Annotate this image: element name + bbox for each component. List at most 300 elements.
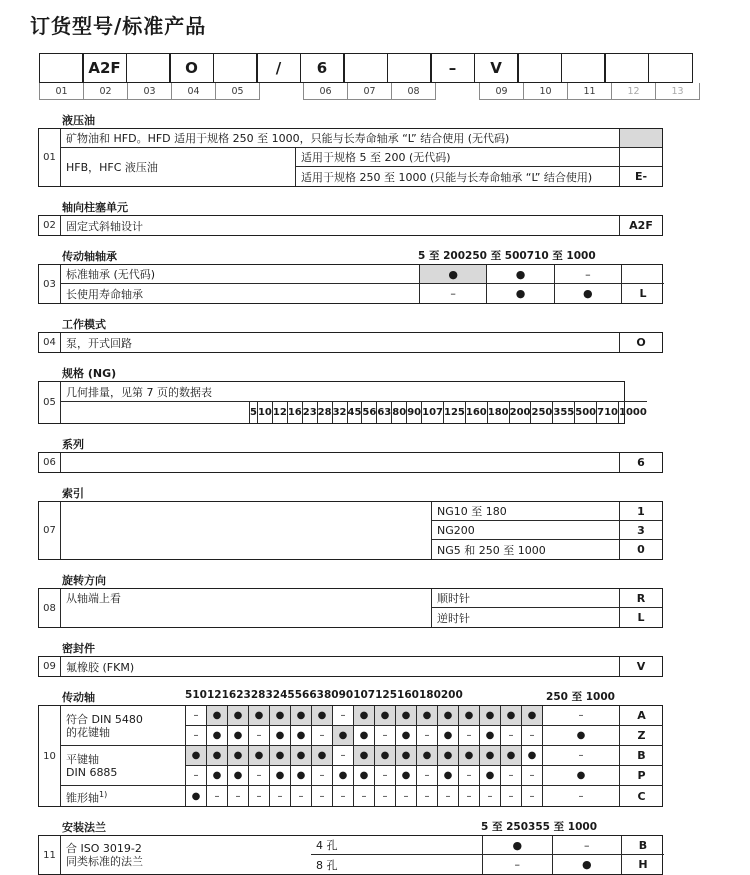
col-header: 5 至 250 [481, 821, 529, 833]
size-value: 23 [302, 402, 317, 423]
code-cell: E- [619, 167, 662, 186]
col-header: 32 [265, 689, 281, 701]
shaft-group-tapered [61, 786, 663, 806]
table-row [61, 265, 664, 284]
availability-cell: – [459, 766, 480, 785]
option-label [61, 502, 431, 559]
size-value: 90 [406, 402, 421, 423]
section-hydraulic-fluid [38, 112, 663, 187]
size-value: 28 [317, 402, 332, 423]
table-row-group [61, 589, 662, 627]
availability-cell: ● [417, 706, 438, 725]
option-label: 适用于规格 5 至 200 (无代码) [301, 151, 451, 164]
availability-cell: ● [270, 766, 291, 785]
availability-cell: ● [312, 746, 333, 765]
availability-cell: – [480, 786, 501, 806]
availability-cell: ● [396, 746, 417, 765]
section-title: 轴向柱塞单元 [62, 201, 128, 214]
position-number: 08 [391, 83, 436, 100]
position-number: 06 [39, 453, 61, 472]
availability-cell: ● [228, 706, 249, 725]
availability-cell: – [333, 746, 354, 765]
col-header: 63 [309, 689, 324, 701]
availability-cell: – [249, 786, 270, 806]
availability-cell: – [249, 726, 270, 745]
section-title: 系列 [62, 438, 84, 451]
ordering-code-box [387, 53, 432, 83]
position-number: 03 [127, 83, 172, 100]
section-title: 旋转方向 [62, 574, 106, 587]
size-col-headers [185, 689, 542, 701]
col-header: 107 [353, 689, 376, 701]
code-cell: Z [637, 728, 646, 742]
ordering-code-box: A2F [82, 53, 127, 83]
availability-cell: – [375, 766, 396, 785]
section-axial-piston-unit [38, 199, 663, 236]
page [0, 10, 750, 875]
code-cell: A2F [619, 216, 662, 235]
position-number: 09 [39, 657, 61, 676]
availability-cells [419, 265, 621, 283]
availability-cell: – [249, 766, 270, 785]
availability-cell: – [333, 786, 354, 806]
availability-cell-wide: – [543, 706, 620, 725]
ordering-code-boxes [38, 53, 718, 83]
position-number: 05 [215, 83, 260, 100]
availability-cell-wide: – [543, 746, 620, 765]
availability-cell: – [522, 786, 543, 806]
availability-cell: ● [333, 726, 354, 745]
size-col-header-wide: 250 至 1000 [546, 691, 615, 703]
availability-cell: ● [186, 786, 207, 806]
position-number: 11 [39, 836, 61, 874]
option-label: 锥形轴$^{1)}$ [61, 786, 186, 806]
availability-cell: ● [486, 284, 553, 303]
ordering-code-positions [38, 83, 718, 100]
availability-cell: ● [480, 706, 501, 725]
position-number: 01 [39, 83, 84, 100]
availability-cell: ● [312, 706, 333, 725]
position-number: 02 [83, 83, 128, 100]
availability-cell: ● [375, 746, 396, 765]
availability-cells [482, 855, 621, 874]
axial-piston-unit-table [38, 215, 663, 236]
table-row [186, 706, 663, 726]
option-label: NG10 至 180 [437, 505, 507, 518]
table-row [296, 167, 662, 186]
availability-cell: – [207, 786, 228, 806]
table-row [311, 855, 664, 874]
size-value: 200 [509, 402, 531, 423]
ordering-code-box [517, 53, 562, 83]
section-drive-shaft [38, 689, 663, 807]
option-label [61, 453, 619, 472]
table-row [186, 786, 663, 806]
mounting-flange-table [38, 835, 663, 875]
table-row-group [61, 502, 662, 559]
availability-cell: – [438, 786, 459, 806]
rotation-direction-table [38, 588, 663, 628]
availability-cell: – [459, 726, 480, 745]
ordering-code-box [126, 53, 171, 83]
position-number [435, 83, 480, 100]
section-size [38, 365, 663, 424]
section-title: 密封件 [62, 642, 95, 655]
availability-cell: ● [486, 265, 553, 283]
availability-cell: ● [207, 766, 228, 785]
section-title: 规格 (NG) [62, 367, 117, 380]
size-table [38, 381, 647, 424]
series-table [38, 452, 663, 473]
option-label: 泵，开式回路 [66, 336, 132, 350]
size-value: 16 [287, 402, 302, 423]
code-cell: H [621, 855, 664, 874]
position-number: 10 [39, 706, 61, 806]
availability-cell-wide: ● [543, 766, 620, 785]
availability-cell: ● [522, 746, 543, 765]
section-index [38, 485, 663, 560]
table-row [186, 746, 663, 766]
position-number: 04 [39, 333, 61, 352]
size-label-spacer [61, 402, 249, 423]
availability-cells [186, 726, 543, 745]
size-value: 250 [530, 402, 552, 423]
size-range-headers [481, 819, 620, 834]
availability-cell: ● [438, 746, 459, 765]
availability-cell: – [501, 726, 522, 745]
availability-cells [186, 786, 543, 806]
ordering-code-box: 6 [300, 53, 345, 83]
availability-cell: – [501, 766, 522, 785]
hydraulic-fluid-table [38, 128, 663, 187]
position-number: 11 [567, 83, 612, 100]
availability-cell: ● [501, 706, 522, 725]
option-label: 氟橡胶 (FKM) [66, 660, 135, 674]
availability-cell: ● [207, 706, 228, 725]
availability-cell: – [522, 766, 543, 785]
position-number: 12 [611, 83, 656, 100]
drive-shaft-table [38, 705, 663, 807]
availability-cell: ● [417, 746, 438, 765]
position-number [259, 83, 304, 100]
availability-cell: – [375, 786, 396, 806]
section-rotation-direction [38, 572, 663, 628]
availability-cell: – [312, 766, 333, 785]
table-row [61, 657, 662, 676]
col-header: 355 至 1000 [528, 821, 597, 833]
col-header: 56 [294, 689, 310, 701]
position-number: 04 [171, 83, 216, 100]
position-number: 07 [347, 83, 392, 100]
ordering-code-box [213, 53, 258, 83]
availability-cell: ● [375, 706, 396, 725]
size-value: 355 [552, 402, 574, 423]
ordering-code-box [39, 53, 84, 83]
position-number: 08 [39, 589, 61, 627]
availability-cell: ● [396, 726, 417, 745]
availability-cell: ● [552, 855, 622, 874]
ordering-code-box [561, 53, 606, 83]
availability-cell: – [291, 786, 312, 806]
ordering-code-box: – [430, 53, 475, 83]
availability-cell: – [419, 284, 486, 303]
col-header: 23 [236, 689, 251, 701]
option-label: 顺时针 [437, 592, 470, 605]
shaft-group-splined [61, 706, 663, 746]
code-cell: V [619, 657, 662, 676]
availability-cell: ● [396, 766, 417, 785]
col-header: 125 [375, 689, 398, 701]
table-row-group [61, 836, 664, 874]
availability-cell: – [228, 786, 249, 806]
availability-cells [186, 746, 543, 765]
availability-cell: ● [291, 726, 312, 745]
table-row [61, 402, 647, 423]
size-value: 10 [257, 402, 272, 423]
size-value: 63 [376, 402, 391, 423]
code-cell: C [637, 789, 646, 803]
option-label: 平键轴 DIN 6885 [61, 746, 186, 785]
availability-cell: ● [354, 766, 375, 785]
position-number: 03 [39, 265, 61, 303]
ordering-code [38, 53, 718, 100]
option-label: 标准轴承 (无代码) [66, 268, 156, 281]
code-cell: B [637, 748, 646, 762]
code-cell: 0 [619, 540, 662, 559]
availability-cell: – [354, 786, 375, 806]
drive-shaft-bearing-table [38, 264, 663, 304]
availability-cells [482, 836, 621, 854]
availability-cell: ● [228, 766, 249, 785]
table-row-group [61, 148, 662, 186]
size-values [249, 402, 647, 423]
availability-cell: ● [186, 746, 207, 765]
availability-cell: ● [480, 726, 501, 745]
position-number: 07 [39, 502, 61, 559]
availability-cell: – [417, 766, 438, 785]
availability-cells [419, 284, 621, 303]
section-series [38, 436, 663, 473]
size-value: 125 [443, 402, 465, 423]
footnote-marker: 1) [99, 789, 108, 799]
table-row [432, 608, 662, 627]
option-label: 固定式斜轴设计 [66, 219, 143, 233]
size-value: 500 [574, 402, 596, 423]
option-label: 适用于规格 250 至 1000 (只能与长寿命轴承 “L” 结合使用) [301, 170, 593, 184]
size-note: 几何排量，见第 7 页的数据表 [66, 385, 212, 399]
shaft-group-keyed [61, 746, 663, 786]
availability-cell: ● [354, 746, 375, 765]
option-label: NG5 和 250 至 1000 [437, 543, 546, 557]
option-label: 从轴端上看 [66, 592, 121, 605]
availability-cell-wide: ● [543, 726, 620, 745]
section-title: 安装法兰 [62, 821, 106, 834]
availability-cell: – [186, 706, 207, 725]
availability-cell: ● [522, 706, 543, 725]
code-cell: R [619, 589, 662, 607]
availability-cell: ● [249, 706, 270, 725]
availability-cell: – [501, 786, 522, 806]
option-label: NG200 [437, 523, 475, 537]
availability-cell: ● [291, 766, 312, 785]
availability-cell: – [333, 706, 354, 725]
availability-cell: ● [459, 706, 480, 725]
option-sublabel: 4 孔 [316, 839, 338, 852]
availability-cell: – [417, 786, 438, 806]
availability-cell: ● [554, 284, 621, 303]
availability-cell: – [312, 726, 333, 745]
position-number: 13 [655, 83, 700, 100]
size-value: 80 [391, 402, 406, 423]
availability-cell: ● [480, 766, 501, 785]
availability-cell: ● [249, 746, 270, 765]
col-header: 710 至 1000 [526, 250, 596, 262]
option-label: 逆时针 [437, 611, 470, 625]
size-value: 12 [272, 402, 287, 423]
section-drive-shaft-bearing [38, 248, 663, 304]
code-cell: L [621, 284, 664, 303]
table-row [432, 502, 662, 521]
section-title: 传动轴 [62, 691, 95, 704]
seals-table [38, 656, 663, 677]
availability-cell: – [552, 836, 622, 854]
table-row [61, 333, 662, 352]
size-value: 5 [249, 402, 257, 423]
col-header: 12 [206, 689, 222, 701]
code-cell: O [619, 333, 662, 352]
availability-cell: ● [291, 746, 312, 765]
availability-cell: ● [270, 726, 291, 745]
code-cell: 1 [619, 502, 662, 520]
table-row [432, 589, 662, 608]
availability-cell: – [554, 265, 621, 283]
availability-cell: ● [207, 726, 228, 745]
option-label: 矿物油和 HFD。HFD 适用于规格 250 至 1000，只能与长寿命轴承 “L” 结合使用 (无代码) [66, 132, 510, 145]
size-value: 45 [347, 402, 362, 423]
section-title: 传动轴轴承 [62, 250, 117, 263]
size-range-headers [418, 248, 620, 263]
availability-cell: ● [207, 746, 228, 765]
availability-cell: ● [396, 706, 417, 725]
col-header: 180 [418, 689, 441, 701]
table-row [61, 129, 662, 148]
size-value: 180 [487, 402, 509, 423]
availability-cell: – [459, 786, 480, 806]
availability-cell: – [396, 786, 417, 806]
table-row [61, 453, 662, 472]
table-row [61, 382, 647, 402]
section-operating-mode [38, 316, 663, 353]
size-value: 107 [421, 402, 443, 423]
availability-cell: – [312, 786, 333, 806]
ordering-code-box: O [169, 53, 214, 83]
table-row [186, 766, 663, 785]
code-cell: 6 [619, 453, 662, 472]
operating-mode-table [38, 332, 663, 353]
availability-cell: ● [354, 726, 375, 745]
availability-cell-wide: – [543, 786, 620, 806]
col-header: 90 [338, 689, 354, 701]
page-title: 订货型号/标准产品 [30, 14, 207, 38]
code-cell: A [637, 708, 646, 722]
option-label: 符合 DIN 5480 的花键轴 [61, 706, 186, 745]
position-number: 09 [479, 83, 524, 100]
table-row [186, 726, 663, 745]
section-title: 液压油 [62, 114, 95, 127]
availability-cell: ● [228, 746, 249, 765]
ordering-code-box [343, 53, 388, 83]
col-header: 16 [221, 689, 237, 701]
availability-cell: ● [438, 766, 459, 785]
option-label: HFB，HFC 液压油 [61, 148, 296, 186]
section-mounting-flange [38, 819, 663, 875]
size-value: 1000 [618, 402, 647, 423]
availability-cell: ● [501, 746, 522, 765]
section-title: 索引 [62, 487, 84, 500]
size-value: 160 [465, 402, 487, 423]
availability-cell: ● [291, 706, 312, 725]
availability-cell: – [522, 726, 543, 745]
option-label: 长使用寿命轴承 [66, 287, 143, 301]
availability-cell: ● [270, 746, 291, 765]
code-cell: P [637, 768, 646, 782]
size-value: 56 [361, 402, 376, 423]
position-number: 06 [303, 83, 348, 100]
option-sublabel: 8 孔 [316, 858, 338, 872]
section-seals [38, 640, 663, 677]
ordering-code-box [648, 53, 693, 83]
availability-cell: ● [270, 706, 291, 725]
col-header: 80 [323, 689, 339, 701]
position-number: 10 [523, 83, 568, 100]
position-number: 05 [39, 382, 61, 423]
size-value: 710 [596, 402, 618, 423]
availability-cells [186, 766, 543, 785]
code-cell: B [621, 836, 664, 854]
code-cell [619, 129, 662, 147]
availability-cell: ● [419, 265, 486, 283]
option-label: 合 ISO 3019-2 同类标准的法兰 [66, 842, 143, 868]
table-row [432, 521, 662, 540]
table-row [61, 284, 664, 303]
availability-cell: ● [438, 726, 459, 745]
col-header: 5 [185, 689, 193, 701]
col-header: 45 [280, 689, 295, 701]
col-header: 250 至 500 [465, 250, 527, 262]
code-cell [619, 148, 662, 166]
table-row [311, 836, 664, 855]
availability-cell: ● [482, 836, 552, 854]
code-cell [621, 265, 664, 283]
availability-cell: ● [228, 726, 249, 745]
availability-cell: – [186, 726, 207, 745]
ordering-code-box: V [474, 53, 519, 83]
table-row [61, 216, 662, 235]
availability-cell: ● [459, 746, 480, 765]
section-title: 工作模式 [62, 318, 106, 331]
availability-cell: ● [438, 706, 459, 725]
availability-cell: – [482, 855, 552, 874]
col-header: 160 [397, 689, 419, 701]
ordering-code-box [604, 53, 649, 83]
code-cell: 3 [619, 521, 662, 539]
col-header: 200 [440, 689, 463, 701]
code-cell: L [619, 608, 662, 627]
availability-cells [186, 706, 543, 725]
index-table [38, 501, 663, 560]
availability-cell: ● [333, 766, 354, 785]
table-row [432, 540, 662, 559]
